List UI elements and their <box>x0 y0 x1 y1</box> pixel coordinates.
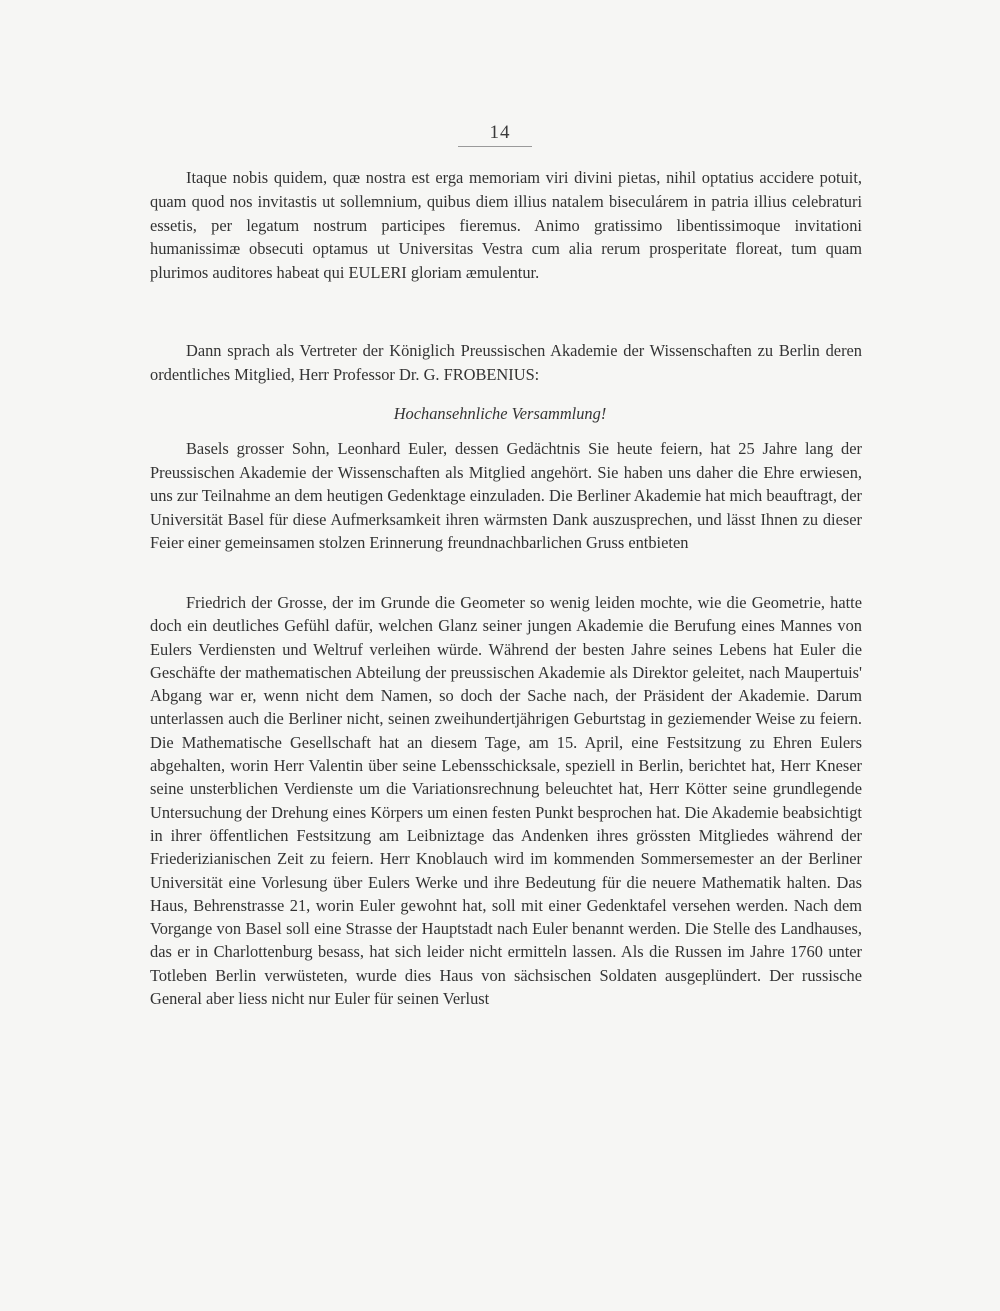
address-paragraph-1: Basels grosser Sohn, Leonhard Euler, dessen Gedächtnis Sie heute feiern, hat 25 Jahre lang der Preussischen Akademie der Wissenschaften als Mitglied angehört. Sie haben uns daher die Ehre erwiesen, uns zur Teilnahme an dem heutigen Gedenktage einzuladen. Die Berliner Akademie hat mich beauftragt, der Universität Basel für diese Aufmerksamkeit ihren wärmsten Dank auszusprechen, und lässt Ihnen zu dieser Feier einer gemeinsamen stolzen Erinnerung freundnachbarlichen Gruss entbieten <box>150 439 862 553</box>
page-number: 14 <box>489 122 511 143</box>
latin-closing-paragraph: Itaque nobis quidem, quæ nostra est erga memoriam viri divini pietas, nihil optatius accidere potuit, quam quod nos invitastis ut sollemnium, quibus diem illius natalem biseculárem in patria illius celebraturi essetis, per legatum nostrum participes fieremus. Animo gratissimo libentissimoque invitationi humanissimæ obsecuti optamus ut Universitas Vestra cum alia rerum prosperitate floreat, tum quam plurimos auditores habeat qui EULERI gloriam æmulentur. <box>150 168 862 283</box>
introduction-paragraph: Dann sprach als Vertreter der Königlich Preussischen Akademie der Wissenschaften zu Berlin deren ordentliches Mitglied, Herr Professor Dr. G. FROBENIUS: <box>150 341 862 384</box>
address-paragraph-2: Friedrich der Grosse, der im Grunde die Geometer so wenig leiden mochte, wie die Geometrie, hatte doch ein deutliches Gefühl dafür, welchen Glanz seiner jungen Akademie die Berufung eines Mannes von Eulers Verdiensten und Weltruf verleihen würde. Während der besten Jahre seines Lebens hat Euler die Geschäfte der mathematischen Abteilung der preussischen Akademie als Direktor geleitet, nach Maupertuis' Abgang war er, wenn nicht dem Namen, so doch der Sache nach, der Präsident der Akademie. Darum unterlassen auch die Berliner nicht, seinen zweihundertjährigen Geburtstag in geziemender Weise zu feiern. Die Mathematische Gesellschaft hat an diesem Tage, am 15. April, eine Festsitzung zu Ehren Eulers abgehalten, worin Herr Valentin über seine Lebensschicksale, speziell in Berlin, berichtet hat, Herr Kneser seine unsterblichen Verdienste um die Variationsrechnung beleuchtet hat, Herr Kötter seine grundlegende Untersuchung der Drehung eines Körpers um einen festen Punkt besprochen hat. Die Akademie beabsichtigt in ihrer öffentlichen Festsitzung am Leibniztage das Andenken ihres grössten Mitgliedes während der Friederizianischen Zeit zu feiern. Herr Knoblauch wird im kommenden Sommersemester an der Berliner Universität eine Vorlesung über Eulers Werke und ihre Bedeutung für die neuere Mathematik halten. Das Haus, Behrenstrasse 21, worin Euler gewohnt hat, soll mit einer Gedenktafel versehen werden. Nach dem Vorgange von Basel soll eine Strasse der Hauptstadt nach Euler benannt werden. Die Stelle des Landhauses, das er in Charlottenburg besass, hat sich leider nicht ermitteln lassen. Als die Russen im Jahre 1760 unter Totleben Berlin verwüsteten, wurde dies Haus von sächsischen Soldaten ausgeplündert. Der russische General aber liess nicht nur Euler für seinen Verlust <box>150 593 862 1009</box>
salutation-heading: Hochansehnliche Versammlung! <box>393 404 607 423</box>
page-number-rule <box>458 146 532 147</box>
